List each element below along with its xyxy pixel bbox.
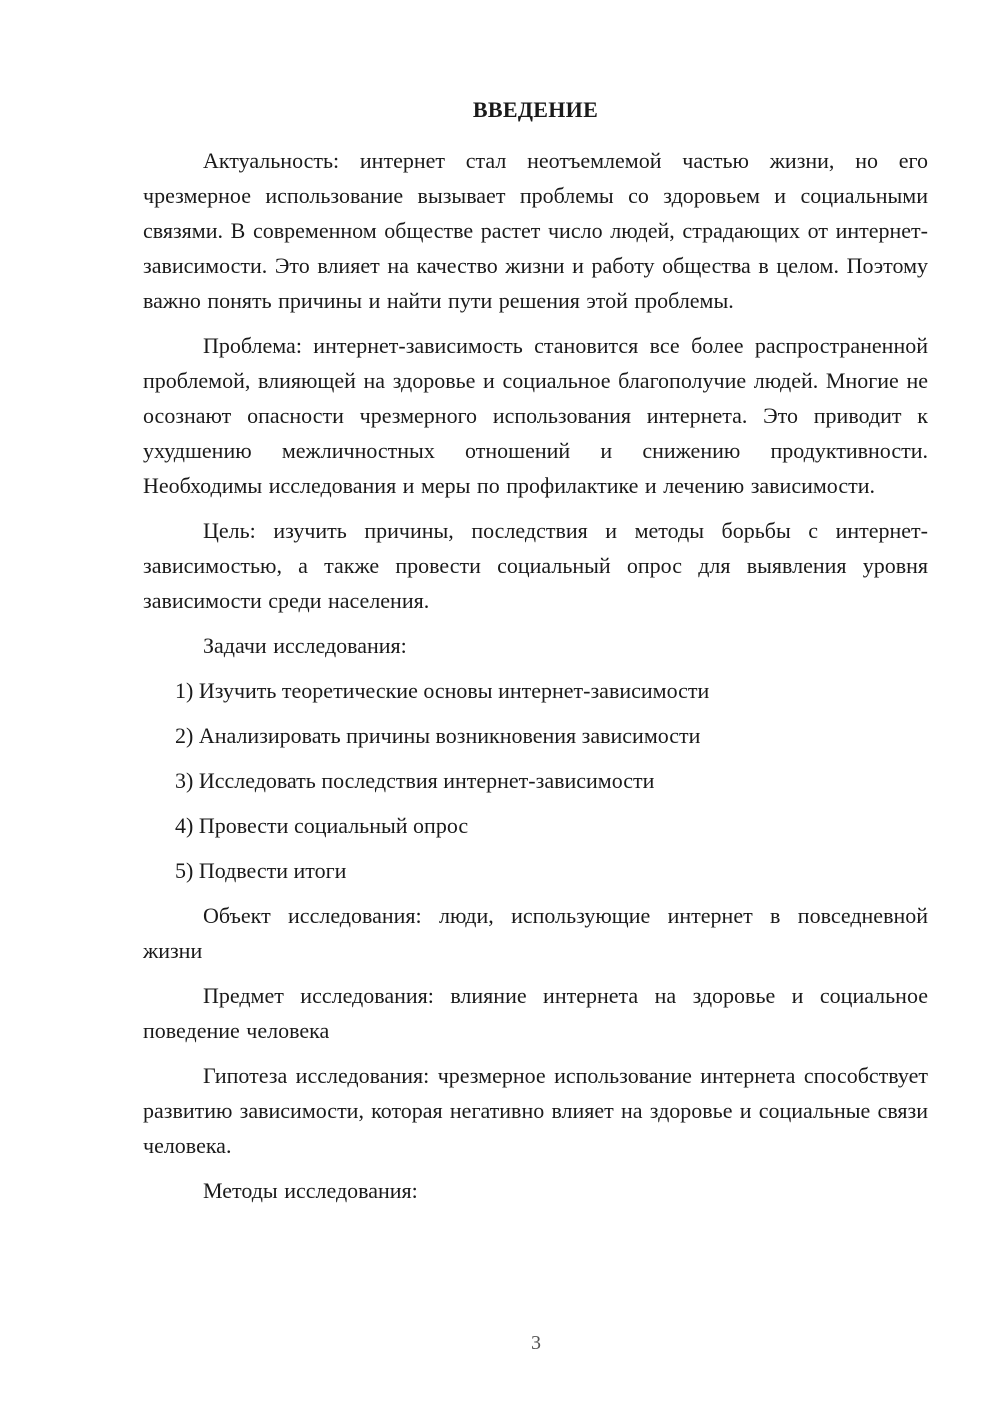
paragraph-relevance: Актуальность: интернет стал неотъемлемой частью жизни, но его чрезмерное использование вызывает проблемы со здоровьем и социальными связями. В современном обществе растет число людей, страдающих от интернет-зависимости. Это влияет на качество жизни и работу общества в целом. Поэтому важно понять причины и найти пути решения этой проблемы. <box>143 148 928 313</box>
tasks-list <box>143 673 928 888</box>
paragraph-hypothesis: Гипотеза исследования: чрезмерное использование интернета способствует развитию зависимости, которая негативно влияет на здоровье и социальные связи человека. <box>143 1063 928 1158</box>
paragraph-subject: Предмет исследования: влияние интернета на здоровье и социальное поведение человека <box>143 983 928 1043</box>
paragraph-goal: Цель: изучить причины, последствия и методы борьбы с интернет-зависимостью, а также провести социальный опрос для выявления уровня зависимости среди населения. <box>143 518 928 613</box>
document-page <box>143 94 928 1218</box>
page-number: 3 <box>531 1332 541 1354</box>
tasks-heading: Задачи исследования: <box>203 633 407 658</box>
task-item: 5) Подвести итоги <box>175 858 347 883</box>
paragraph-problem: Проблема: интернет-зависимость становится все более распространенной проблемой, влияющей на здоровье и социальное благополучие людей. Многие не осознают опасности чрезмерного использования интернета. Это приводит к ухудшению межличностных отношений и снижению продуктивности. Необходимы исследования и меры по профилактике и лечению зависимости. <box>143 333 928 498</box>
methods-heading: Методы исследования: <box>203 1178 418 1203</box>
task-item: 4) Провести социальный опрос <box>175 813 469 838</box>
task-item: 2) Анализировать причины возникновения зависимости <box>175 723 701 748</box>
task-item: 3) Исследовать последствия интернет-зависимости <box>175 768 655 793</box>
task-item: 1) Изучить теоретические основы интернет-зависимости <box>175 678 710 703</box>
page-title: ВВЕДЕНИЕ <box>472 97 599 122</box>
paragraph-object: Объект исследования: люди, использующие интернет в повседневной жизни <box>143 903 928 963</box>
